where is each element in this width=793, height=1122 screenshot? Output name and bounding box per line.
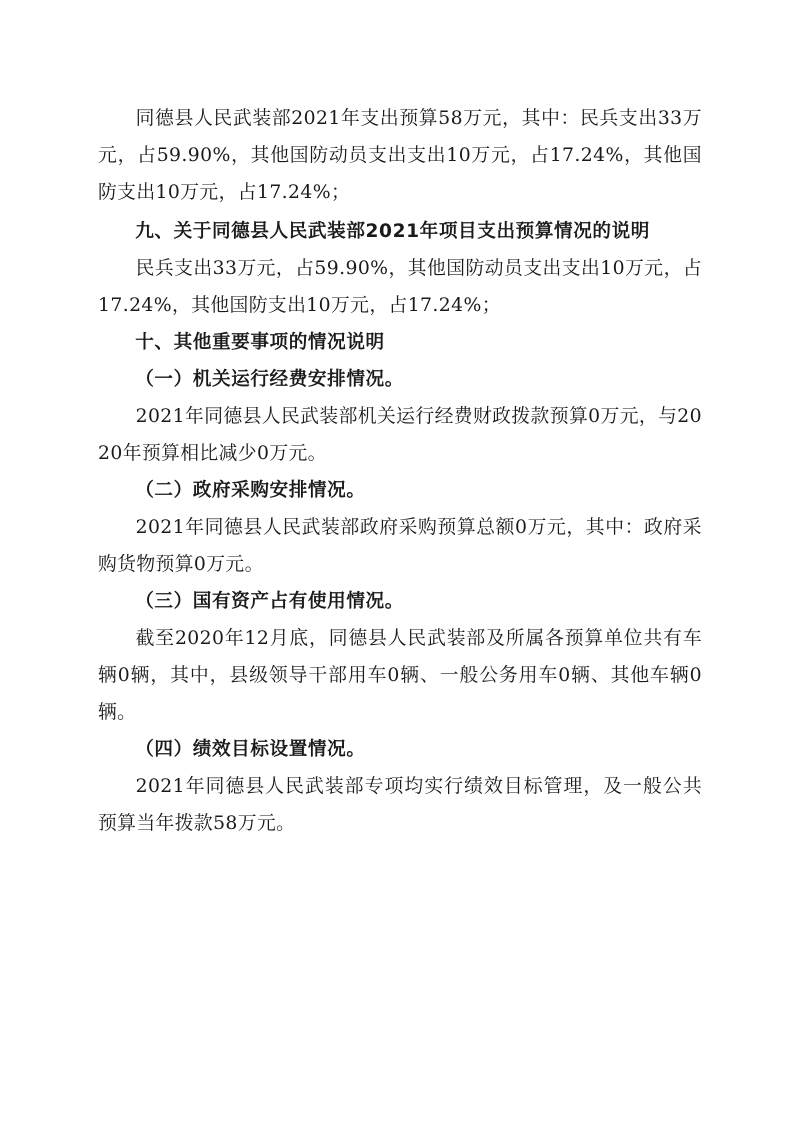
section-9-heading: 九、关于同德县人民武装部2021年项目支出预算情况的说明 (135, 221, 650, 242)
section-10-heading: 十、其他重要事项的情况说明 (135, 332, 385, 353)
section-9-paragraph: 民兵支出33万元，占59.90%，其他国防动员支出支出10万元，占17.24%，其他国防支出10万元，占17.24%； (98, 258, 702, 316)
subsection-4-paragraph: 2021年同德县人民武装部专项均实行绩效目标管理，及一般公共预算当年拨款58万元。 (98, 776, 702, 834)
subsection-4-title: （四）绩效目标设置情况。 (135, 739, 366, 760)
subsection-2-title: （二）政府采购安排情况。 (135, 480, 366, 501)
expense-summary-paragraph: 同德县人民武装部2021年支出预算58万元，其中：民兵支出33万元，占59.90%，其他国防动员支出支出10万元，占17.24%，其他国防支出10万元，占17.24%； (98, 108, 702, 203)
subsection-1-paragraph: 2021年同德县人民武装部机关运行经费财政拨款预算0万元，与2020年预算相比减少0万元。 (98, 406, 702, 464)
subsection-2-paragraph: 2021年同德县人民武装部政府采购预算总额0万元，其中：政府采购货物预算0万元。 (98, 517, 702, 575)
document-body (98, 100, 702, 842)
subsection-3-paragraph: 截至2020年12月底，同德县人民武装部及所属各预算单位共有车辆0辆，其中，县级领导干部用车0辆、一般公务用车0辆、其他车辆0辆。 (98, 628, 702, 723)
subsection-3-title: （三）国有资产占有使用情况。 (135, 591, 404, 612)
subsection-1-title: （一）机关运行经费安排情况。 (135, 369, 404, 390)
